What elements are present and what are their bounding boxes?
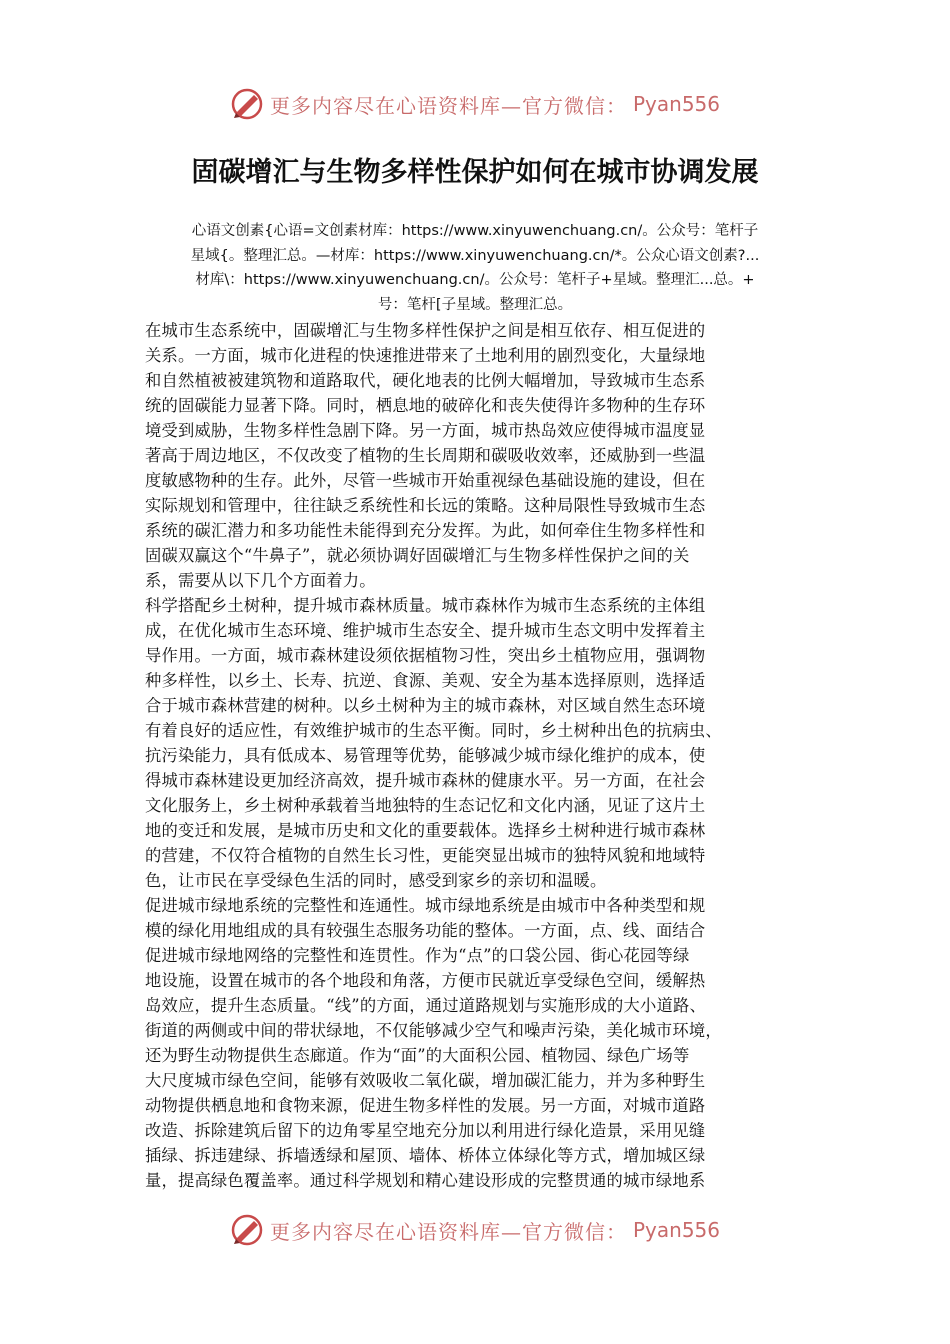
- body-text-line: 在城市生态系统中，固碳增汇与生物多样性保护之间是相互依存、相互促进的: [145, 321, 706, 340]
- header-watermark: [0, 82, 950, 126]
- body-text-line: 文化服务上，乡土树种承载着当地独特的生态记忆和文化内涵，见证了这片土: [145, 796, 706, 815]
- watermark-wechat-id: Pyan556: [632, 1218, 720, 1242]
- body-text-line: 得城市森林建设更加经济高效，提升城市森林的健康水平。另一方面，在社会: [145, 771, 706, 790]
- body-text-line: 插绿、拆违建绿、拆墙透绿和屋顶、墙体、桥体立体绿化等方式，增加城区绿: [145, 1146, 706, 1165]
- body-text-line: 量，提高绿色覆盖率。通过科学规划和精心建设形成的完整贯通的城市绿地系: [145, 1171, 706, 1190]
- body-text-line: 还为野生动物提供生态廊道。作为“面”的大面积公园、植物园、绿色广场等: [145, 1046, 690, 1065]
- body-text-line: 大尺度城市绿色空间，能够有效吸收二氧化碳，增加碳汇能力，并为多种野生: [145, 1071, 706, 1090]
- body-text-line: 促进城市绿地网络的完整性和连贯性。作为“点”的口袋公园、街心花园等绿: [145, 946, 690, 965]
- body-text-line: 色，让市民在享受绿色生活的同时，感受到家乡的亲切和温暖。: [145, 871, 607, 890]
- source-line: 星域{。整理汇总。—材库：https://www.xinyuwenchuang.cn/*。公众心语文创素?...: [190, 247, 760, 264]
- body-text-line: 科学搭配乡土树种，提升城市森林质量。城市森林作为城市生态系统的主体组: [145, 596, 706, 615]
- body-text-line: 关系。一方面，城市化进程的快速推进带来了土地利用的剧烈变化，大量绿地: [145, 346, 706, 365]
- watermark-text: 更多内容尽在心语资料库—官方微信：: [269, 93, 627, 118]
- body-text-line: 实际规划和管理中，往往缺乏系统性和长远的策略。这种局限性导致城市生态: [145, 496, 706, 515]
- body-text-line: 的营建，不仅符合植物的自然生长习性，更能突显出城市的独特风貌和地域特: [145, 846, 706, 865]
- body-text-line: 境受到威胁，生物多样性急剧下降。另一方面，城市热岛效应使得城市温度显: [145, 421, 706, 440]
- body-text-line: 导作用。一方面，城市森林建设须依据植物习性，突出乡土植物应用，强调物: [145, 646, 706, 665]
- watermark-wechat-id: Pyan556: [632, 92, 720, 116]
- source-line: 号：笔杆[子星域。整理汇总。: [377, 296, 573, 313]
- body-text-line: 度敏感物种的生存。此外，尽管一些城市开始重视绿色基础设施的建设，但在: [145, 471, 706, 490]
- body-text-line: 成，在优化城市生态环境、维护城市生态安全、提升城市生态文明中发挥着主: [145, 621, 706, 640]
- footer-watermark: [0, 1208, 950, 1252]
- body-text-line: 动物提供栖息地和食物来源，促进生物多样性的发展。另一方面，对城市道路: [145, 1096, 706, 1115]
- body-text-line: 改造、拆除建筑后留下的边角零星空地充分加以利用进行绿化造景，采用见缝: [145, 1121, 706, 1140]
- body-text-line: 抗污染能力，具有低成本、易管理等优势，能够减少城市绿化维护的成本，使: [145, 746, 706, 765]
- pen-logo-icon: [230, 1213, 264, 1247]
- body-text-line: 系，需要从以下几个方面着力。: [145, 571, 376, 590]
- body-text-line: 统的固碳能力显著下降。同时，栖息地的破碎化和丧失使得许多物种的生存环: [145, 396, 706, 415]
- watermark-text: 更多内容尽在心语资料库—官方微信：: [269, 1219, 627, 1244]
- body-text-line: 地的变迁和发展，是城市历史和文化的重要载体。选择乡土树种进行城市森林: [145, 821, 706, 840]
- body-text-line: 地设施，设置在城市的各个地段和角落，方便市民就近享受绿色空间，缓解热: [145, 971, 706, 990]
- document-title: 固碳增汇与生物多样性保护如何在城市协调发展: [191, 157, 759, 188]
- document-body: [145, 318, 815, 1193]
- body-text-line: 种多样性，以乡土、长寿、抗逆、食源、美观、安全为基本选择原则，选择适: [145, 671, 706, 690]
- pen-logo-icon: [230, 87, 264, 121]
- body-text-line: 和自然植被被建筑物和道路取代，硬化地表的比例大幅增加，导致城市生态系: [145, 371, 706, 390]
- body-text-line: 合于城市森林营建的树种。以乡土树种为主的城市森林，对区域自然生态环境: [145, 696, 706, 715]
- body-text-line: 街道的两侧或中间的带状绿地，不仅能够减少空气和噪声污染，美化城市环境，: [145, 1021, 722, 1040]
- body-text-line: 有着良好的适应性，有效维护城市的生态平衡。同时，乡土树种出色的抗病虫、: [145, 721, 722, 740]
- source-line: 心语文创素{心语=文创素材库：https://www.xinyuwenchuang.cn/。公众号：笔杆子: [191, 223, 759, 239]
- body-text-line: 岛效应，提升生态质量。“线”的方面，通过道路规划与实施形成的大小道路、: [145, 996, 706, 1015]
- body-text-line: 系统的碳汇潜力和多功能性未能得到充分发挥。为此，如何牵住生物多样性和: [145, 521, 706, 540]
- body-text-line: 著高于周边地区，不仅改变了植物的生长周期和碳吸收效率，还威胁到一些温: [145, 446, 706, 465]
- body-text-line: 固碳双赢这个“牛鼻子”，就必须协调好固碳增汇与生物多样性保护之间的关: [145, 546, 690, 565]
- source-line: 材库\：https://www.xinyuwenchuang.cn/。公众号：笔杆子+星域。整理汇...总。+: [195, 272, 755, 288]
- source-attribution: [140, 219, 810, 317]
- body-text-line: 促进城市绿地系统的完整性和连通性。城市绿地系统是由城市中各种类型和规: [145, 896, 706, 915]
- body-text-line: 模的绿化用地组成的具有较强生态服务功能的整体。一方面，点、线、面结合: [145, 921, 706, 940]
